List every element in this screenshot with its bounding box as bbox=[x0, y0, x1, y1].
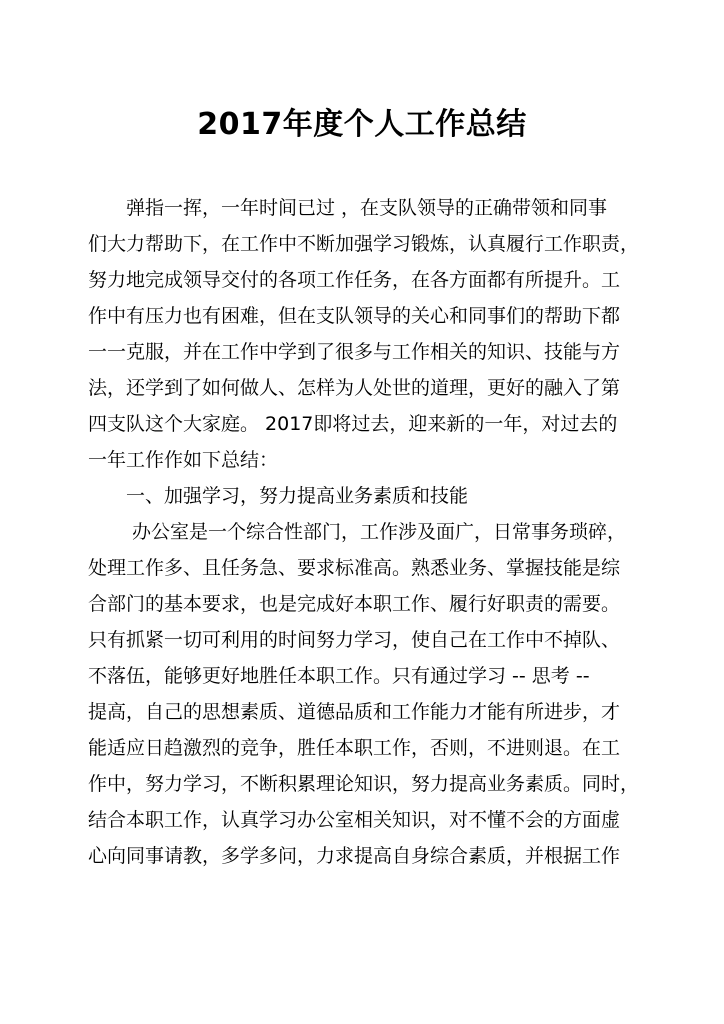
body-line: 办公室是一个综合性部门，工作涉及面广，日常事务琐碎， bbox=[88, 521, 627, 543]
body-line: 四支队这个大家庭。 2017即将过去，迎来新的一年，对过去的 bbox=[88, 413, 618, 435]
body-line: 合部门的基本要求，也是完成好本职工作、履行好职责的需要。 bbox=[88, 593, 621, 615]
body-line: 只有抓紧一切可利用的时间努力学习，使自己在工作中不掉队、 bbox=[88, 629, 621, 651]
body-line: 一一克服，并在工作中学到了很多与工作相关的知识、技能与方 bbox=[88, 341, 621, 363]
section-heading: 一、加强学习，努力提高业务素质和技能 bbox=[88, 485, 469, 507]
body-line: 法，还学到了如何做人、怎样为人处世的道理，更好的融入了第 bbox=[88, 377, 621, 399]
body-line: 不落伍，能够更好地胜任本职工作。只有通过学习 -- 思考 -- bbox=[88, 665, 590, 687]
body-line: 能适应日趋激烈的竞争，胜任本职工作，否则，不进则退。在工 bbox=[88, 737, 621, 759]
body-line: 提高，自己的思想素质、道德品质和工作能力才能有所进步，才 bbox=[88, 701, 621, 723]
body-line: 们大力帮助下，在工作中不断加强学习锻炼，认真履行工作职责， bbox=[88, 233, 640, 255]
body-line: 一年工作作如下总结： bbox=[88, 449, 279, 471]
body-line: 处理工作多、且任务急、要求标准高。熟悉业务、掌握技能是综 bbox=[88, 557, 621, 579]
body-line: 结合本职工作，认真学习办公室相关知识，对不懂不会的方面虚 bbox=[88, 809, 621, 831]
document-title: 2017年度个人工作总结 bbox=[197, 107, 527, 142]
body-line: 作中有压力也有困难，但在支队领导的关心和同事们的帮助下都 bbox=[88, 305, 621, 327]
body-line: 心向同事请教，多学多问，力求提高自身综合素质，并根据工作 bbox=[88, 845, 621, 867]
body-line: 努力地完成领导交付的各项工作任务，在各方面都有所提升。工 bbox=[88, 269, 621, 291]
body-line: 作中，努力学习，不断积累理论知识，努力提高业务素质。同时， bbox=[88, 773, 640, 795]
body-line: 弹指一挥，一年时间已过 ，在支队领导的正确带领和同事 bbox=[88, 197, 608, 219]
